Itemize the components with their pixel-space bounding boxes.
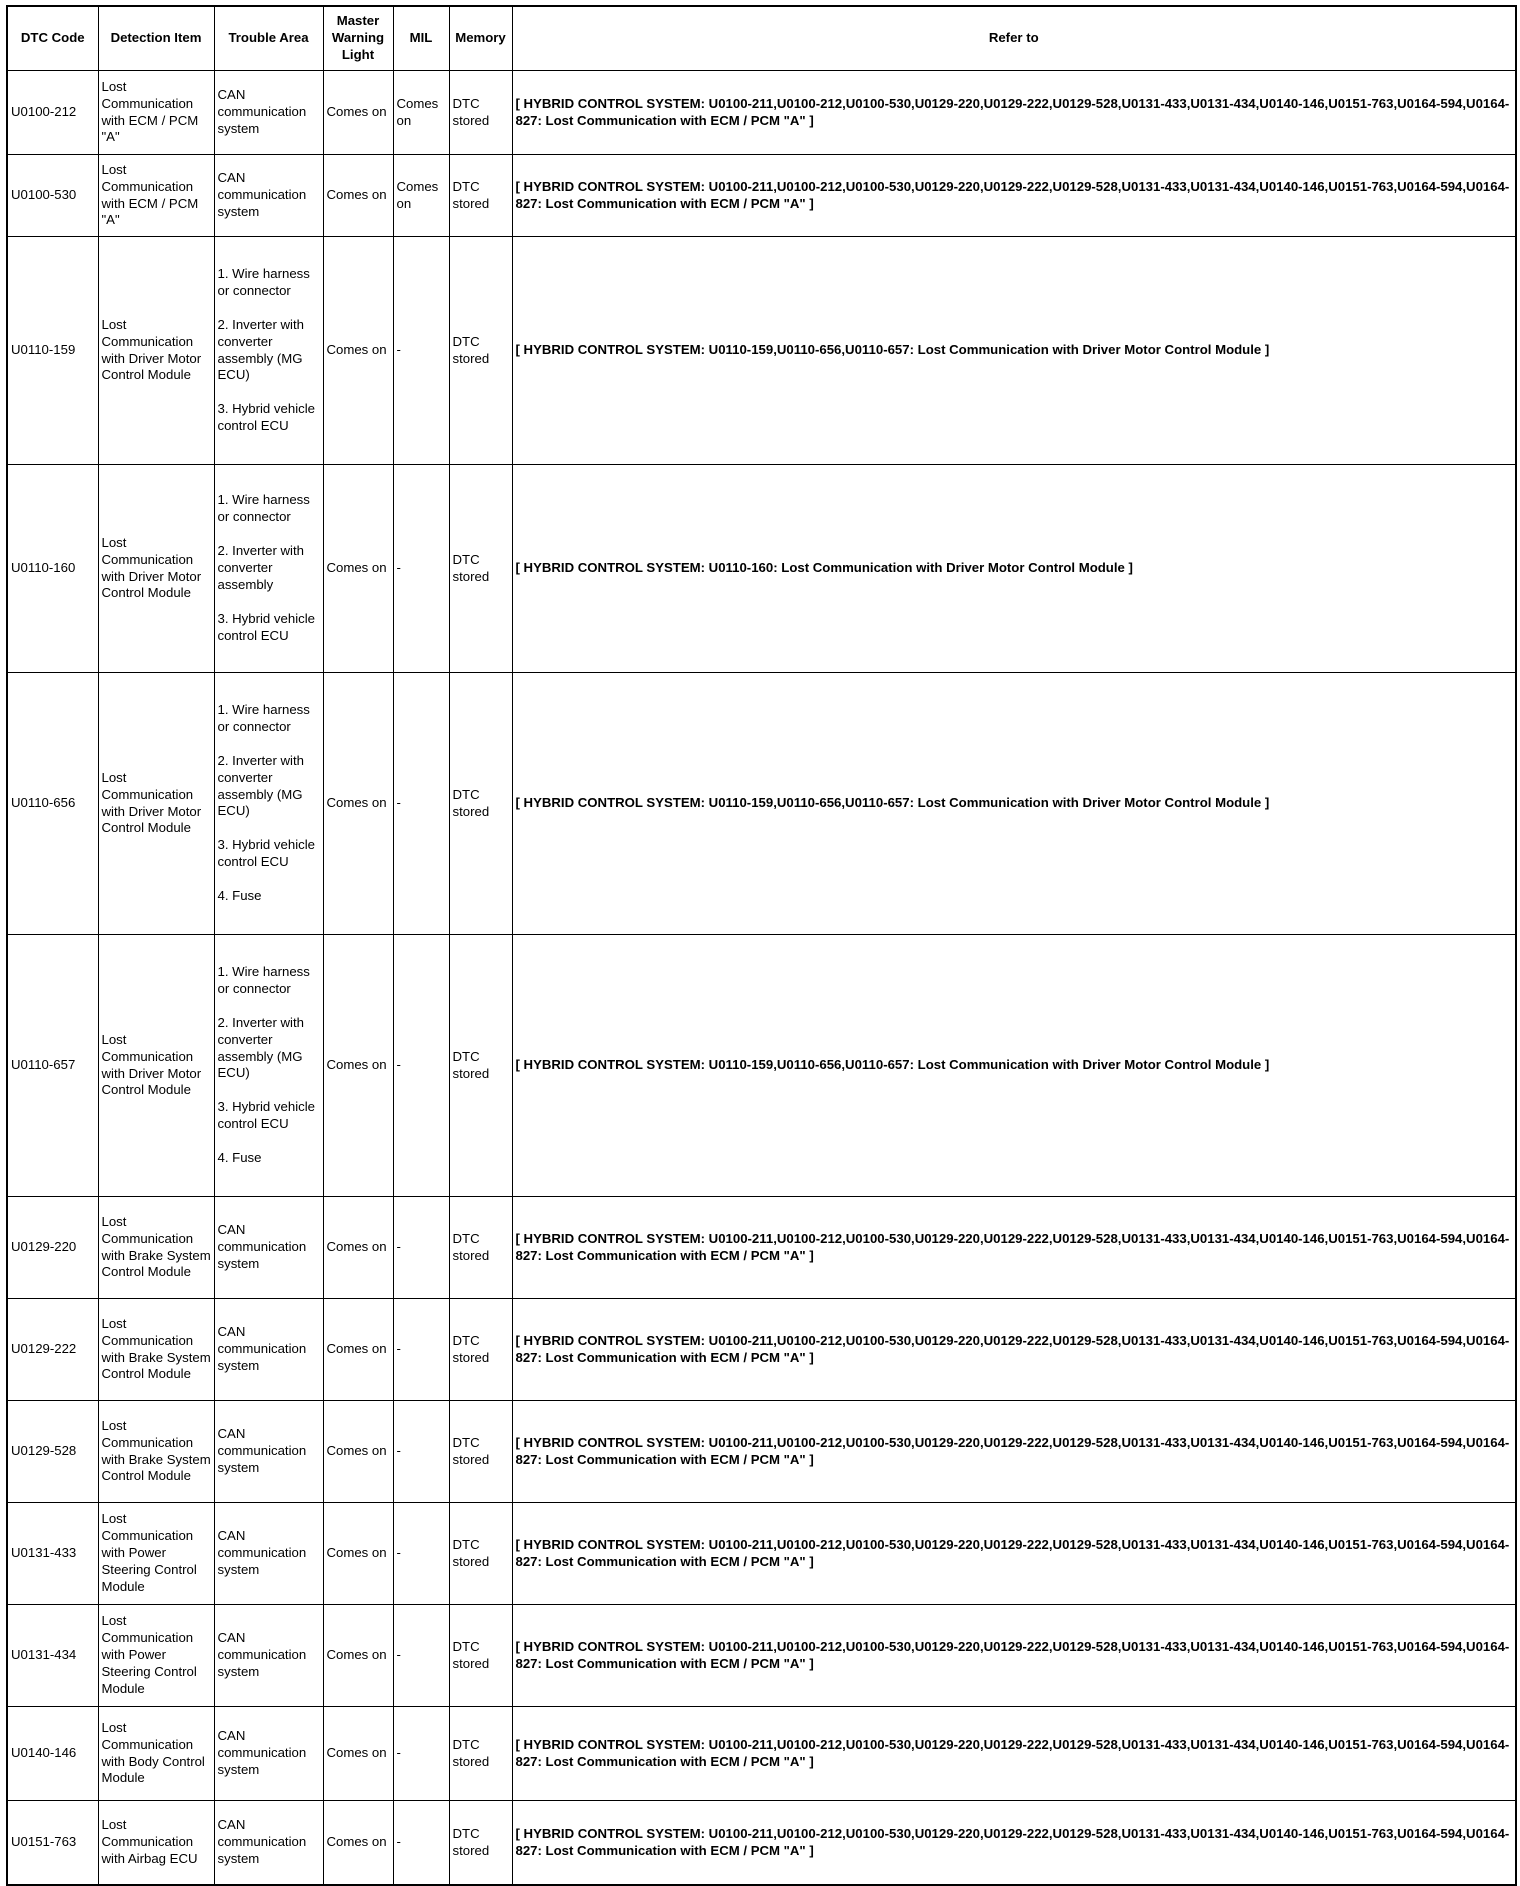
- detection-item-cell: Lost Communication with Brake System Control Module: [98, 1400, 214, 1502]
- trouble-area-cell: [214, 70, 323, 154]
- memory-cell: DTC stored: [449, 1400, 512, 1502]
- refer-to-cell: [ HYBRID CONTROL SYSTEM: U0110-159,U0110-656,U0110-657: Lost Communication with Driver Motor Control Module ]: [512, 672, 1516, 934]
- trouble-area-entry: CAN communication system: [217, 1528, 307, 1577]
- table-row: [7, 1400, 1516, 1502]
- memory-cell: DTC stored: [449, 1800, 512, 1885]
- memory-cell: DTC stored: [449, 1604, 512, 1706]
- table-row: [7, 1502, 1516, 1604]
- dtc-code-cell: U0131-434: [7, 1604, 98, 1706]
- refer-to-cell: [ HYBRID CONTROL SYSTEM: U0100-211,U0100-212,U0100-530,U0129-220,U0129-222,U0129-528,U0131-433,U0131-434,U0140-146,U0151-763,U0164-594,U0164-827: Lost Communication with ECM / PCM "A" ]: [512, 1196, 1516, 1298]
- master-warning-light-cell: Comes on: [323, 1706, 393, 1800]
- trouble-area-entry: CAN communication system: [217, 1324, 307, 1373]
- table-row: [7, 1604, 1516, 1706]
- trouble-area-entry: CAN communication system: [217, 1630, 307, 1679]
- dtc-table: [6, 5, 1517, 1886]
- dtc-code-cell: U0131-433: [7, 1502, 98, 1604]
- refer-to-cell: [ HYBRID CONTROL SYSTEM: U0100-211,U0100-212,U0100-530,U0129-220,U0129-222,U0129-528,U0131-433,U0131-434,U0140-146,U0151-763,U0164-594,U0164-827: Lost Communication with ECM / PCM "A" ]: [512, 154, 1516, 236]
- trouble-area-entry: 2. Inverter with converter assembly (MG ECU): [217, 752, 304, 819]
- memory-cell: DTC stored: [449, 1298, 512, 1400]
- trouble-area-cell: [214, 934, 323, 1196]
- dtc-code-cell: U0129-222: [7, 1298, 98, 1400]
- table-row: [7, 154, 1516, 236]
- trouble-area-cell: [214, 1196, 323, 1298]
- trouble-area-entry: 2. Inverter with converter assembly: [217, 543, 304, 592]
- header-memory: Memory: [449, 6, 512, 70]
- trouble-area-cell: [214, 1604, 323, 1706]
- trouble-area-entry: CAN communication system: [217, 1426, 307, 1475]
- master-warning-light-cell: Comes on: [323, 1502, 393, 1604]
- header-mil: MIL: [393, 6, 449, 70]
- detection-item-cell: Lost Communication with Body Control Module: [98, 1706, 214, 1800]
- mil-cell: -: [393, 1706, 449, 1800]
- refer-to-cell: [ HYBRID CONTROL SYSTEM: U0100-211,U0100-212,U0100-530,U0129-220,U0129-222,U0129-528,U0131-433,U0131-434,U0140-146,U0151-763,U0164-594,U0164-827: Lost Communication with ECM / PCM "A" ]: [512, 1298, 1516, 1400]
- refer-to-cell: [ HYBRID CONTROL SYSTEM: U0100-211,U0100-212,U0100-530,U0129-220,U0129-222,U0129-528,U0131-433,U0131-434,U0140-146,U0151-763,U0164-594,U0164-827: Lost Communication with ECM / PCM "A" ]: [512, 1706, 1516, 1800]
- trouble-area-entry: 3. Hybrid vehicle control ECU: [217, 1099, 315, 1132]
- trouble-area-entry: 4. Fuse: [217, 1150, 262, 1166]
- master-warning-light-cell: Comes on: [323, 464, 393, 672]
- memory-cell: DTC stored: [449, 464, 512, 672]
- trouble-area-entry: CAN communication system: [217, 1728, 307, 1777]
- master-warning-light-cell: Comes on: [323, 1604, 393, 1706]
- refer-to-cell: [ HYBRID CONTROL SYSTEM: U0110-160: Lost Communication with Driver Motor Control Module ]: [512, 464, 1516, 672]
- trouble-area-entry: 3. Hybrid vehicle control ECU: [217, 401, 315, 434]
- memory-cell: DTC stored: [449, 236, 512, 464]
- refer-to-cell: [ HYBRID CONTROL SYSTEM: U0100-211,U0100-212,U0100-530,U0129-220,U0129-222,U0129-528,U0131-433,U0131-434,U0140-146,U0151-763,U0164-594,U0164-827: Lost Communication with ECM / PCM "A" ]: [512, 1800, 1516, 1885]
- trouble-area-entry: 2. Inverter with converter assembly (MG ECU): [217, 316, 304, 383]
- master-warning-light-cell: Comes on: [323, 236, 393, 464]
- dtc-code-cell: U0100-530: [7, 154, 98, 236]
- trouble-area-entry: 3. Hybrid vehicle control ECU: [217, 837, 315, 870]
- table-row: [7, 1298, 1516, 1400]
- detection-item-cell: Lost Communication with Brake System Control Module: [98, 1196, 214, 1298]
- header-dtc-code: DTC Code: [7, 6, 98, 70]
- table-row: [7, 1706, 1516, 1800]
- table-row: [7, 70, 1516, 154]
- refer-to-cell: [ HYBRID CONTROL SYSTEM: U0110-159,U0110-656,U0110-657: Lost Communication with Driver Motor Control Module ]: [512, 236, 1516, 464]
- master-warning-light-cell: Comes on: [323, 1196, 393, 1298]
- mil-cell: -: [393, 1400, 449, 1502]
- dtc-table-container: [6, 5, 1515, 1886]
- trouble-area-cell: [214, 1800, 323, 1885]
- master-warning-light-cell: Comes on: [323, 672, 393, 934]
- mil-cell: -: [393, 464, 449, 672]
- mil-cell: -: [393, 1298, 449, 1400]
- mil-cell: -: [393, 1604, 449, 1706]
- table-row: [7, 1800, 1516, 1885]
- mil-cell: -: [393, 672, 449, 934]
- mil-cell: Comes on: [393, 70, 449, 154]
- detection-item-cell: Lost Communication with Driver Motor Control Module: [98, 672, 214, 934]
- trouble-area-entry: 1. Wire harness or connector: [217, 265, 310, 298]
- detection-item-cell: Lost Communication with Driver Motor Control Module: [98, 934, 214, 1196]
- dtc-code-cell: U0129-528: [7, 1400, 98, 1502]
- mil-cell: Comes on: [393, 154, 449, 236]
- refer-to-cell: [ HYBRID CONTROL SYSTEM: U0100-211,U0100-212,U0100-530,U0129-220,U0129-222,U0129-528,U0131-433,U0131-434,U0140-146,U0151-763,U0164-594,U0164-827: Lost Communication with ECM / PCM "A" ]: [512, 1400, 1516, 1502]
- dtc-code-cell: U0140-146: [7, 1706, 98, 1800]
- dtc-code-cell: U0110-657: [7, 934, 98, 1196]
- trouble-area-cell: [214, 1502, 323, 1604]
- trouble-area-cell: [214, 236, 323, 464]
- trouble-area-cell: [214, 672, 323, 934]
- detection-item-cell: Lost Communication with ECM / PCM "A": [98, 154, 214, 236]
- trouble-area-cell: [214, 464, 323, 672]
- trouble-area-entry: 2. Inverter with converter assembly (MG ECU): [217, 1014, 304, 1081]
- trouble-area-entry: 1. Wire harness or connector: [217, 963, 310, 996]
- refer-to-cell: [ HYBRID CONTROL SYSTEM: U0110-159,U0110-656,U0110-657: Lost Communication with Driver Motor Control Module ]: [512, 934, 1516, 1196]
- refer-to-cell: [ HYBRID CONTROL SYSTEM: U0100-211,U0100-212,U0100-530,U0129-220,U0129-222,U0129-528,U0131-433,U0131-434,U0140-146,U0151-763,U0164-594,U0164-827: Lost Communication with ECM / PCM "A" ]: [512, 70, 1516, 154]
- table-row: [7, 236, 1516, 464]
- dtc-code-cell: U0110-159: [7, 236, 98, 464]
- table-row: [7, 464, 1516, 672]
- detection-item-cell: Lost Communication with Driver Motor Control Module: [98, 236, 214, 464]
- dtc-table-body: [7, 70, 1516, 1885]
- dtc-code-cell: U0151-763: [7, 1800, 98, 1885]
- mil-cell: -: [393, 236, 449, 464]
- master-warning-light-cell: Comes on: [323, 154, 393, 236]
- dtc-code-cell: U0110-656: [7, 672, 98, 934]
- header-row: [7, 6, 1516, 70]
- trouble-area-entry: CAN communication system: [217, 1817, 307, 1867]
- trouble-area-cell: [214, 1706, 323, 1800]
- dtc-code-cell: U0129-220: [7, 1196, 98, 1298]
- header-detection-item: Detection Item: [98, 6, 214, 70]
- master-warning-light-cell: Comes on: [323, 1800, 393, 1885]
- trouble-area-entry: 1. Wire harness or connector: [217, 701, 310, 734]
- memory-cell: DTC stored: [449, 934, 512, 1196]
- trouble-area-cell: [214, 1298, 323, 1400]
- table-row: [7, 672, 1516, 934]
- memory-cell: DTC stored: [449, 70, 512, 154]
- master-warning-light-cell: Comes on: [323, 70, 393, 154]
- trouble-area-entry: CAN communication system: [217, 1222, 307, 1271]
- master-warning-light-cell: Comes on: [323, 934, 393, 1196]
- detection-item-cell: Lost Communication with Brake System Control Module: [98, 1298, 214, 1400]
- trouble-area-entry: 1. Wire harness or connector: [217, 492, 310, 525]
- mil-cell: -: [393, 934, 449, 1196]
- detection-item-cell: Lost Communication with Power Steering Control Module: [98, 1502, 214, 1604]
- trouble-area-cell: [214, 1400, 323, 1502]
- detection-item-cell: Lost Communication with ECM / PCM "A": [98, 70, 214, 154]
- table-row: [7, 1196, 1516, 1298]
- refer-to-cell: [ HYBRID CONTROL SYSTEM: U0100-211,U0100-212,U0100-530,U0129-220,U0129-222,U0129-528,U0131-433,U0131-434,U0140-146,U0151-763,U0164-594,U0164-827: Lost Communication with ECM / PCM "A" ]: [512, 1604, 1516, 1706]
- header-master-warning-light: Master Warning Light: [323, 6, 393, 70]
- trouble-area-entry: CAN communication system: [217, 87, 307, 136]
- trouble-area-entry: CAN communication system: [217, 170, 307, 219]
- master-warning-light-cell: Comes on: [323, 1400, 393, 1502]
- dtc-code-cell: U0110-160: [7, 464, 98, 672]
- detection-item-cell: Lost Communication with Power Steering Control Module: [98, 1604, 214, 1706]
- detection-item-cell: Lost Communication with Driver Motor Control Module: [98, 464, 214, 672]
- mil-cell: -: [393, 1502, 449, 1604]
- trouble-area-entry: 4. Fuse: [217, 888, 262, 904]
- trouble-area-cell: [214, 154, 323, 236]
- trouble-area-entry: 3. Hybrid vehicle control ECU: [217, 610, 315, 643]
- mil-cell: -: [393, 1196, 449, 1298]
- table-row: [7, 934, 1516, 1196]
- master-warning-light-cell: Comes on: [323, 1298, 393, 1400]
- dtc-code-cell: U0100-212: [7, 70, 98, 154]
- header-refer-to: Refer to: [512, 6, 1516, 70]
- header-trouble-area: Trouble Area: [214, 6, 323, 70]
- memory-cell: DTC stored: [449, 1502, 512, 1604]
- mil-cell: -: [393, 1800, 449, 1885]
- detection-item-cell: Lost Communication with Airbag ECU: [98, 1800, 214, 1885]
- memory-cell: DTC stored: [449, 1706, 512, 1800]
- memory-cell: DTC stored: [449, 672, 512, 934]
- memory-cell: DTC stored: [449, 1196, 512, 1298]
- memory-cell: DTC stored: [449, 154, 512, 236]
- refer-to-cell: [ HYBRID CONTROL SYSTEM: U0100-211,U0100-212,U0100-530,U0129-220,U0129-222,U0129-528,U0131-433,U0131-434,U0140-146,U0151-763,U0164-594,U0164-827: Lost Communication with ECM / PCM "A" ]: [512, 1502, 1516, 1604]
